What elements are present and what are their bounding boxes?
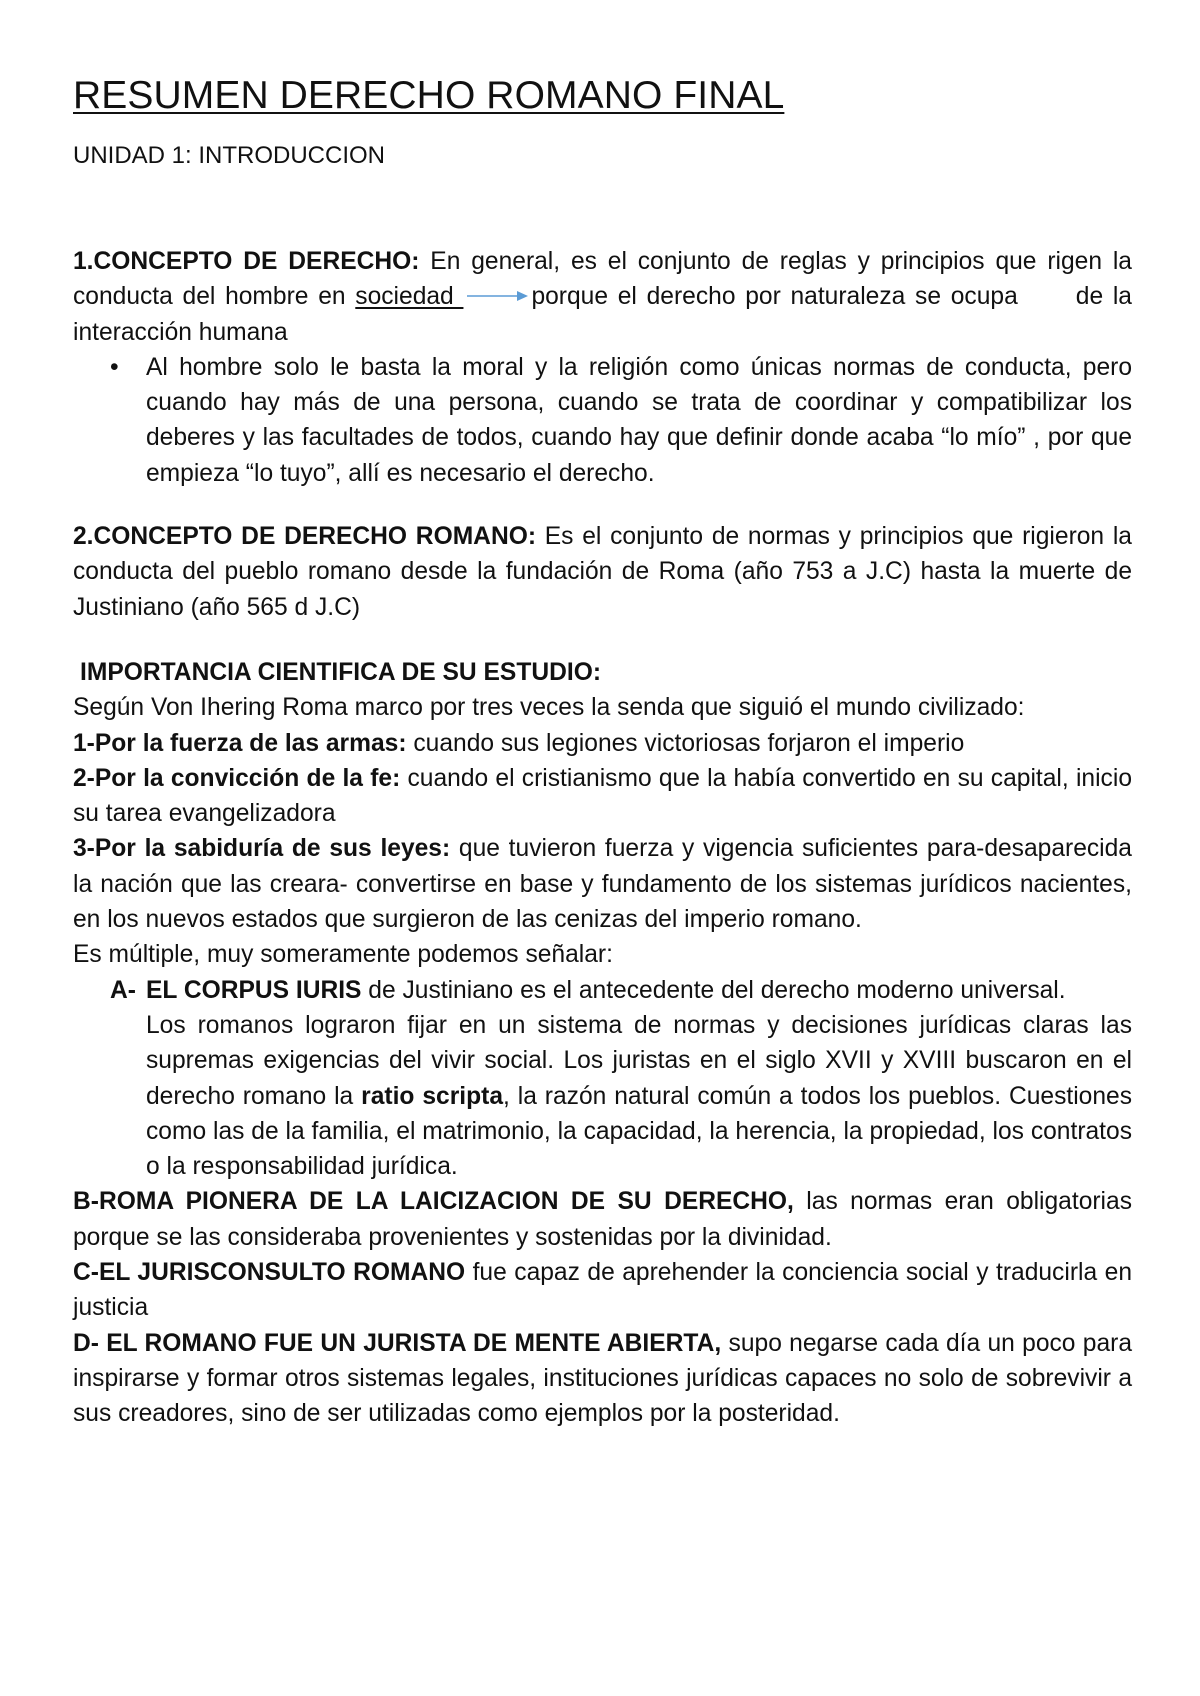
section1-text-a: En general, es el conjunto de reglas y principios que rigen la conducta del hombre en [73, 248, 1132, 311]
point-c: C-EL JURISCONSULTO ROMANO fue capaz de aprehender la conciencia social y traducirla en justicia [73, 1259, 1132, 1322]
point-a-label: EL CORPUS IURIS [146, 976, 362, 1004]
importance-intro: Según Von Ihering Roma marco por tres veces la senda que siguió el mundo civilizado: [73, 694, 1025, 722]
document-title: RESUMEN DERECHO ROMANO FINAL [73, 74, 785, 117]
section2-text: Es el conjunto de normas y principios que rigieron la conducta del pueblo romano desde la fundación de Roma (año 753 a J.C) hasta la muerte de Justiniano (año 565 d J.C) [73, 523, 1132, 621]
multiple-intro: Es múltiple, muy someramente podemos señalar: [73, 941, 613, 969]
section2-heading: 2.CONCEPTO DE DERECHO ROMANO: [73, 523, 537, 551]
document-body [73, 244, 1132, 1432]
bullet-icon: • [110, 353, 119, 381]
point-d: D- EL ROMANO FUE UN JURISTA DE MENTE ABIERTA, supo negarse cada día un poco para inspirarse y formar otros sistemas legales, instituciones jurídicas capaces no solo de sobrevivir a sus creadores, sino de ser utilizadas como ejemplos por la posteridad. [73, 1329, 1132, 1428]
sociedad-word: sociedad [355, 283, 464, 311]
list-item: • Al hombre solo le basta la moral y la religión como únicas normas de conducta, pero cuando hay más de una persona, cuando se trata de coordinar y compatibilizar los deberes y las facultades de todos, cuando hay que definir donde acaba “lo mío” , por que empieza “lo tuyo”, allí es necesario el derecho. [73, 350, 1132, 491]
arrow-right-icon [465, 289, 529, 303]
importance-heading: IMPORTANCIA CIENTIFICA DE SU ESTUDIO: [80, 658, 602, 686]
section1-text-c: de la interacción humana [73, 283, 1132, 346]
point-b: B-ROMA PIONERA DE LA LAICIZACION DE SU DERECHO, las normas eran obligatorias porque se las consideraba provenientes y sostenidas por la divinidad. [73, 1188, 1133, 1251]
section1-heading: 1.CONCEPTO DE DERECHO: [73, 248, 420, 275]
importance-item-3: 3-Por la sabiduría de sus leyes: que tuvieron fuerza y vigencia suficientes para-desaparecida la nación que las creara- convertirse en base y fundamento de los sistemas jurídicos nacientes, en los nuevos estados que surgieron de las cenizas del imperio romano. [73, 835, 1132, 934]
point-a-paragraph: Los romanos lograron fijar en un sistema de normas y decisiones jurídicas claras las supremas exigencias del vivir social. Los juristas en el siglo XVII y XVIII buscaron en el derecho romano la ratio scripta, la razón natural común a todos los pueblos. Cuestiones como las de la familia, el matrimonio, la capacidad, la herencia, la propiedad, los contratos o la responsabilidad jurídica. [146, 1011, 1133, 1181]
section1-bullets [73, 350, 1132, 491]
section1-text-b: porque el derecho por naturaleza se ocupa [531, 283, 1018, 311]
ratio-scripta: ratio scripta [361, 1082, 503, 1110]
unit-heading: UNIDAD 1: INTRODUCCION [73, 142, 386, 169]
importance-item-1: 1-Por la fuerza de las armas: cuando sus legiones victoriosas forjaron el imperio [73, 729, 965, 757]
point-a-marker: A- [110, 976, 136, 1004]
section2-paragraph [73, 519, 1132, 625]
section1-paragraph [73, 244, 1132, 350]
importance-item-2: 2-Por la convicción de la fe: cuando el cristianismo que la había convertido en su capital, inicio su tarea evangelizadora [73, 764, 1132, 828]
point-a: A- EL CORPUS IURIS de Justiniano es el antecedente del derecho moderno universal. Los romanos lograron fijar en un sistema de normas y decisiones jurídicas claras las supremas exigencias del vivir social. Los juristas en el siglo XVII y XVIII buscaron en el derecho romano la ratio scripta, la razón natural común a todos los pueblos. Cuestiones como las de la familia, el matrimonio, la capacidad, la herencia, la propiedad, los contratos o la responsabilidad jurídica. [73, 973, 1132, 1185]
